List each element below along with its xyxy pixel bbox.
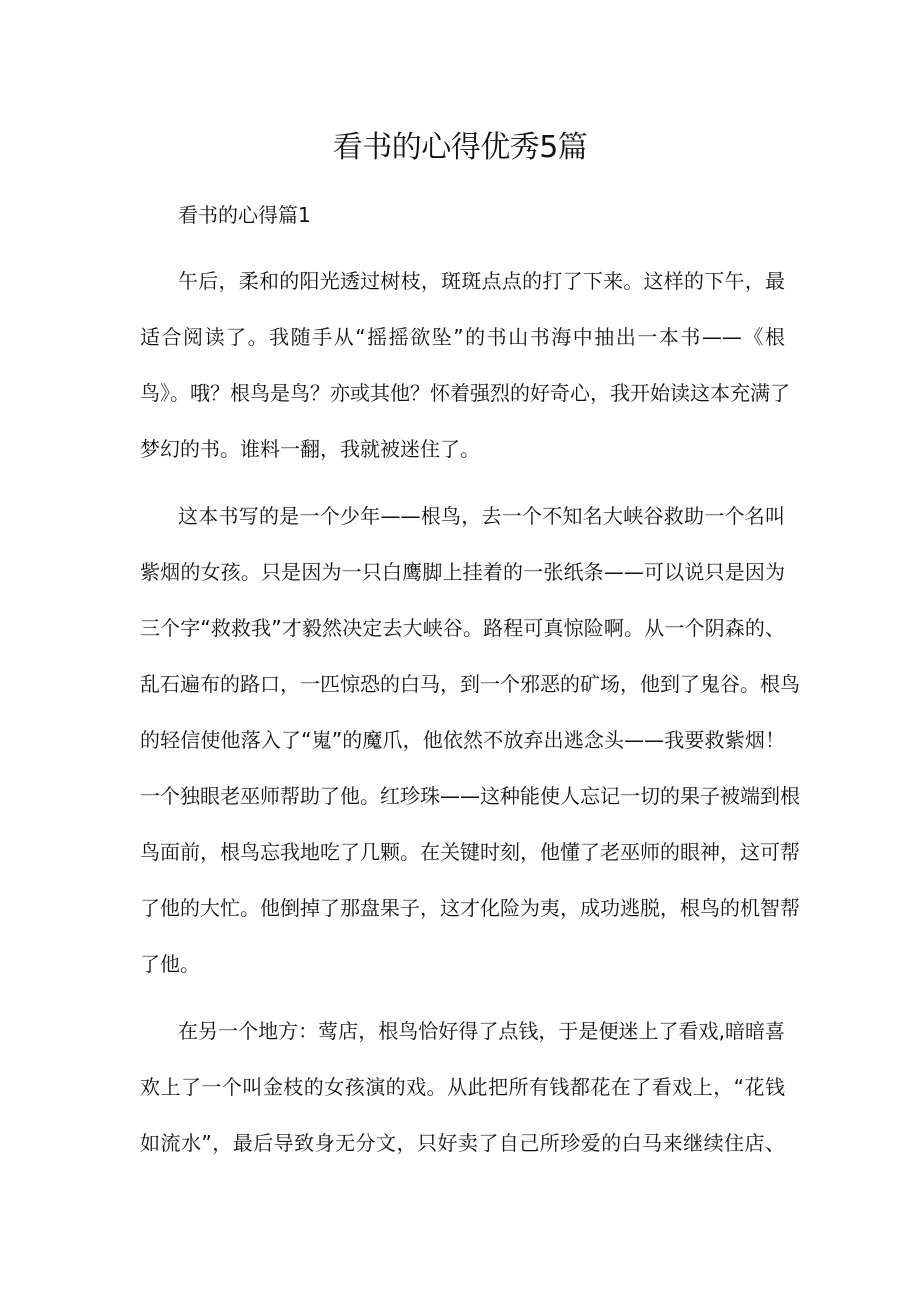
paragraph-2-line-4: 乱石遍布的路口，一匹惊恐的白马，到一个邪恶的矿场，他到了鬼谷。根鸟 xyxy=(140,672,800,696)
paragraph-2-line-7: 鸟面前，根鸟忘我地吃了几颗。在关键时刻，他懂了老巫师的眼神，这可帮 xyxy=(140,840,800,864)
document-title: 看书的心得优秀5篇 xyxy=(332,130,588,165)
paragraph-2-line-5: 的轻信使他落入了“嵬”的魔爪，他依然不放弃出逃念头——我要救紫烟！ xyxy=(140,728,785,752)
paragraph-2-line-2: 紫烟的女孩。只是因为一只白鹰脚上挂着的一张纸条——可以说只是因为 xyxy=(140,560,785,584)
paragraph-2-line-3: 三个字“救救我”才毅然决定去大峡谷。路程可真惊险啊。从一个阴森的、 xyxy=(140,616,785,640)
paragraph-3-line-2: 欢上了一个叫金枝的女孩演的戏。从此把所有钱都花在了看戏上，“花钱 xyxy=(140,1075,785,1099)
paragraph-1-line-2: 适合阅读了。我随手从“摇摇欲坠”的书山书海中抽出一本书——《根 xyxy=(140,325,785,349)
paragraph-3-line-3: 如流水”，最后导致身无分文，只好卖了自己所珍爱的白马来继续住店、 xyxy=(140,1131,785,1155)
paragraph-1-line-3: 鸟》。哦？根鸟是鸟？亦或其他？怀着强烈的好奇心，我开始读这本充满了 xyxy=(140,381,790,405)
paragraph-2-line-6: 一个独眼老巫师帮助了他。红珍珠——这种能使人忘记一切的果子被端到根 xyxy=(140,784,800,808)
paragraph-3-line-1: 在另一个地方：莺店，根鸟恰好得了点钱，于是便迷上了看戏,暗暗喜 xyxy=(178,1019,785,1043)
paragraph-2-line-9: 了他。 xyxy=(140,952,200,976)
paragraph-1-line-4: 梦幻的书。谁料一翻，我就被迷住了。 xyxy=(140,437,480,461)
paragraph-1-line-1: 午后，柔和的阳光透过树枝，斑斑点点的打了下来。这样的下午，最 xyxy=(178,269,785,293)
section-heading: 看书的心得篇1 xyxy=(178,203,311,227)
paragraph-2-line-8: 了他的大忙。他倒掉了那盘果子，这才化险为夷，成功逃脱，根鸟的机智帮 xyxy=(140,896,800,920)
paragraph-2-line-1: 这本书写的是一个少年——根鸟，去一个不知名大峡谷救助一个名叫 xyxy=(178,504,785,528)
